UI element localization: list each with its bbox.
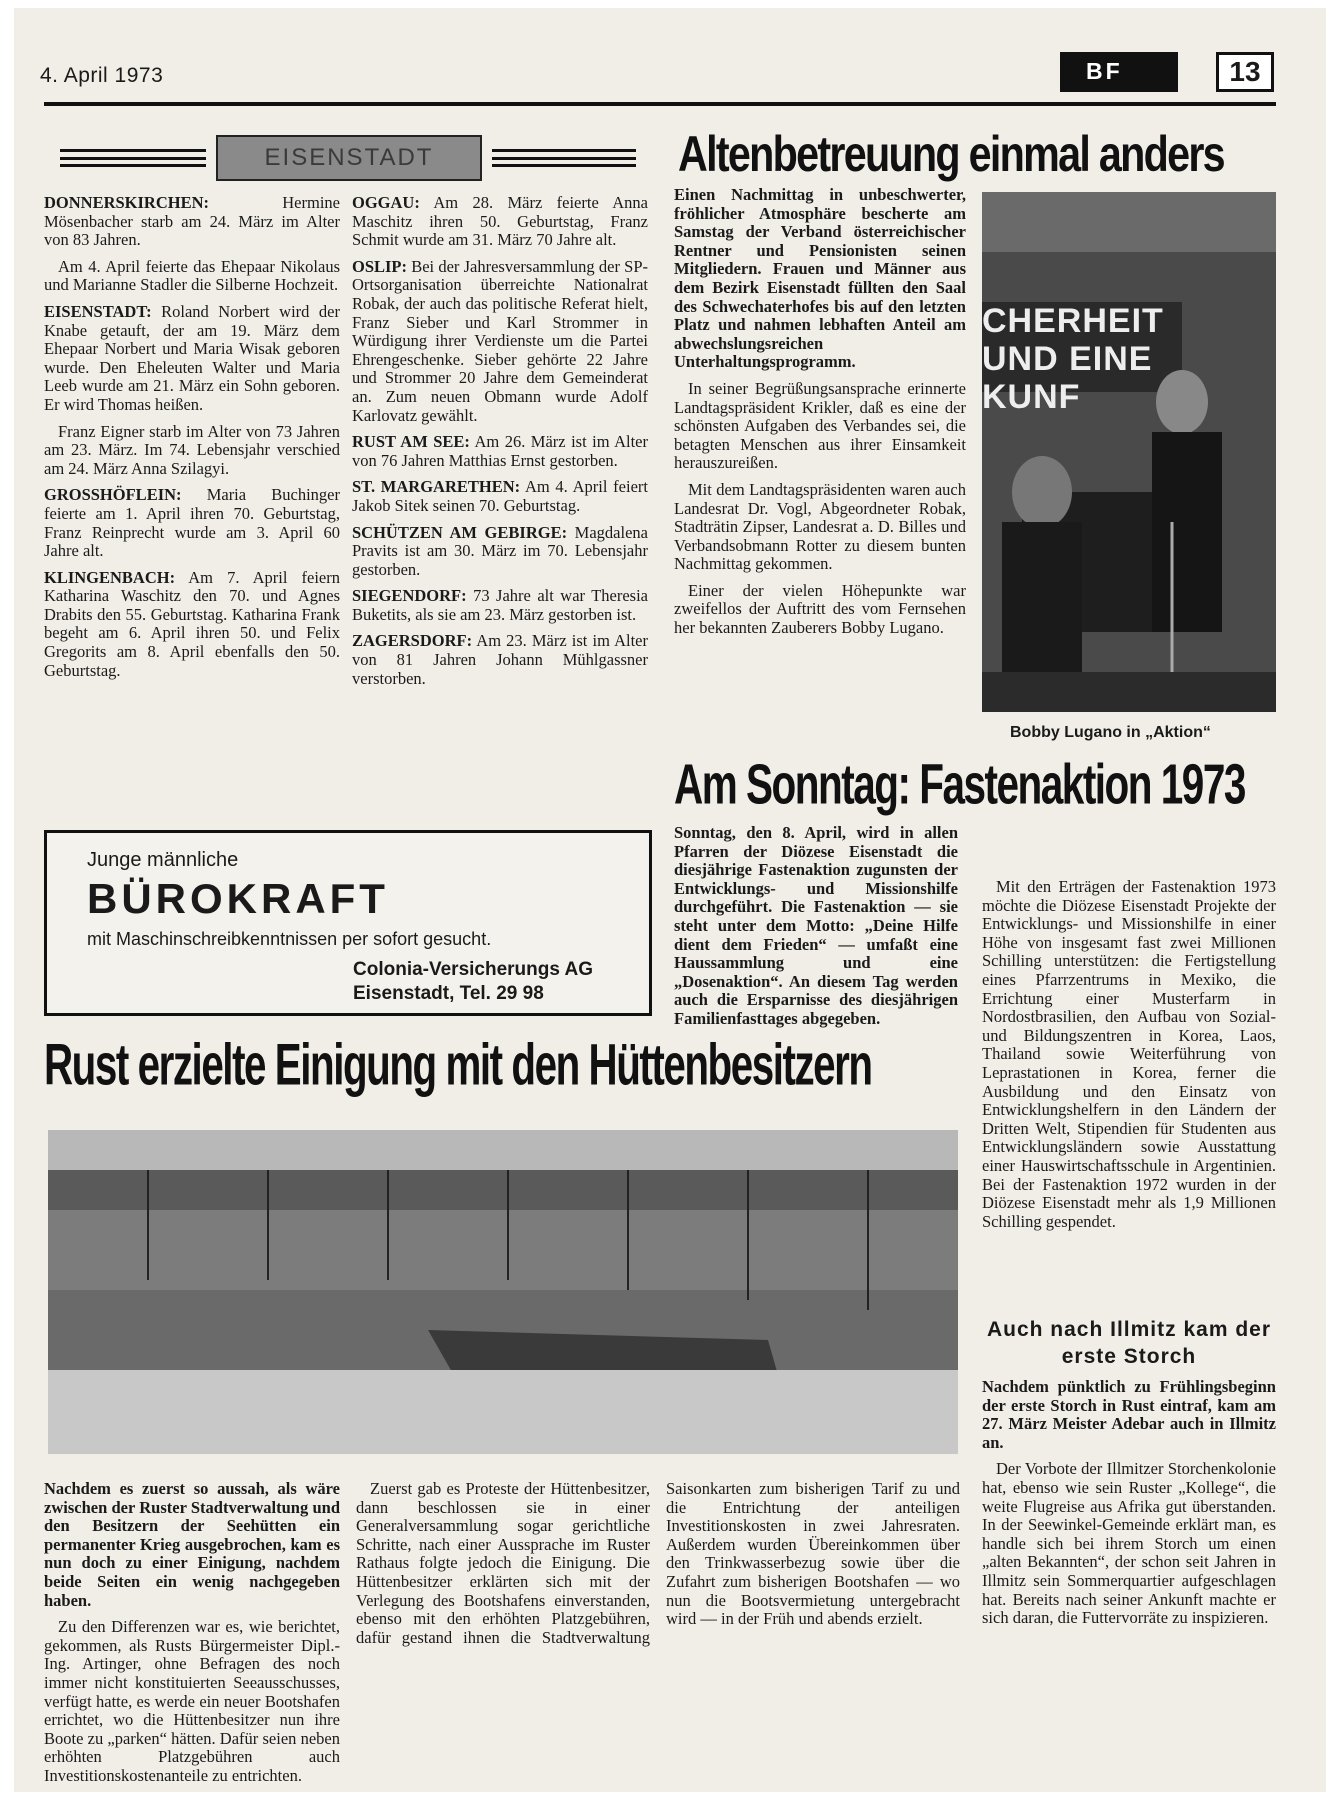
senior-article-body [674, 186, 966, 646]
local-news-placename: OGGAU: [352, 193, 420, 212]
local-news-item [44, 486, 340, 560]
local-news-item [352, 632, 648, 688]
local-news-item [352, 258, 648, 425]
local-news-placename: KLINGENBACH: [44, 567, 176, 587]
local-news-item [352, 478, 648, 515]
brand-label: BF [1086, 58, 1123, 84]
ad-line-1: Junge männliche [87, 849, 239, 871]
local-news-text: Am 4. April feiert Jakob Sitek seinen 70. Geburtstag. [352, 477, 648, 515]
local-news-item [352, 524, 648, 580]
fasten-article-body [982, 878, 1276, 1239]
local-news-text: Am 26. März ist im Alter von 76 Jahren Matthias Ernst gestorben. [352, 432, 648, 470]
local-news-text: Am 7. April feiern Katharina Waschitz den 70. und Agnes Drabits den 55. Geburtstag. Katharina Frank begeht am 6. April ihren 50. und Felix Gregorits am 8. April ebenfalls den 50. Geburtstag. [44, 567, 340, 680]
local-news-placename: EISENSTADT: [44, 301, 152, 321]
section-label: EISENSTADT [216, 135, 482, 181]
fasten-lead [674, 824, 958, 1037]
ad-title: BÜROKRAFT [87, 875, 389, 922]
senior-lead: Einen Nachmittag in unbeschwerter, fröhlicher Atmosphäre bescherte am Samstag der Verband österreichischer Rentner und Pensionisten seinen Mitgliedern. Frauen und Männer aus dem Bezirk Eisenstadt füllten den Saal des Schwechaterhofes bis auf den letzten Platz und nahmen lebhaften Anteil am abwechslungsreichen Unterhaltungsprogramm. [674, 185, 966, 372]
local-news-placename: RUST AM SEE: [352, 432, 470, 452]
ad-contact: Eisenstadt, Tel. 29 98 [353, 983, 544, 1004]
local-news-placename: DONNERSKIRCHEN: [44, 193, 210, 212]
local-news-item [44, 423, 340, 479]
storch-lead: Nachdem pünktlich zu Frühlingsbeginn der erste Storch in Rust eintraf, kam am 27. März Meister Adebar auch in Illmitz an. [982, 1377, 1276, 1452]
senior-paragraph: Mit dem Landtagspräsidenten waren auch Landesrat Dr. Vogl, Abgeordneter Robak, Stadträtin Zipser, Landesrat a. D. Billes und Verbandsobmann Rotter zu diesem bunten Nachmittag gekommen. [674, 479, 966, 574]
rust-paragraph: Zu den Differenzen war es, wie berichtet, gekommen, als Rusts Bürgermeister Dipl.-Ing. Artinger, ohne Befragen des noch immer nicht konstituierten Seeausschusses, verfügt hatte, es werde ein neuer Bootshafen errichtet, wo die Hüttenbesitzer nun ihre Boote zu „parken“ hätten. Dafür seien neben erhöhten Platzgebühren auch Investitionskostenanteile zu entrichten. [44, 1617, 340, 1785]
fasten-paragraph: Mit den Erträgen der Fastenaktion 1973 möchte die Diözese Eisenstadt Projekte der Entwicklungs- und Missionshilfe in einer Höhe von insgesamt fast zwei Millionen Schilling unterstützen: die Fertigstellung eines Pfarrzentrums in Mexiko, die Errichtung einer Musterfarm in Nordostbrasilien, den Aufbau von Sozial- und Bildungszentren in Korea, Laos, Thailand sowie Weiterführung von Leprastationen in Korea, ferner die Ausbildung und den Einsatz von Entwicklungshelfern in den Ländern der Dritten Welt, Stipendien für Studenten aus Entwicklungsländern sowie Ausstattung einer Hauswirtschaftsschule in Argentinien. Bei der Fastenaktion 1972 wurden in der Diözese Eisenstadt mehr als 1,9 Millionen Schilling gespendet. [982, 877, 1276, 1231]
issue-date: 4. April 1973 [40, 64, 164, 87]
local-news-item [352, 194, 648, 250]
section-ornament-right [492, 149, 636, 167]
senior-headline: Altenbetreuung einmal anders [678, 127, 1224, 183]
rust-lead: Nachdem es zuerst so aussah, als wäre zwischen der Ruster Stadtverwaltung und den Besitzern der Seehütten ein permanenter Krieg ausgebrochen, kam es nun doch zu einer Einigung, nachdem beide Seiten ein wenig nachgegeben haben. [44, 1479, 340, 1610]
local-news-item [44, 194, 340, 250]
local-news-text: Franz Eigner starb im Alter von 73 Jahren am 23. März. Im 74. Lebensjahr verschied am 24. März Anna Szilagyi. [44, 421, 340, 478]
rust-photo [48, 1130, 958, 1454]
local-news-item [352, 433, 648, 470]
page-number: 13 [1216, 52, 1274, 92]
local-news-text: Bei der Jahresversammlung der SP-Ortsorganisation überreichte Nationalrat Robak, der auch das politische Referat hielt, Franz Sieber und Karl Strommer in Würdigung ihrer Verdienste um die Partei Ehrengeschenke. Sieber gehörte 22 Jahre und Strommer 20 Jahre dem Gemeinderat an. Zum neuen Obmann wurde Adolf Karlovatz gewählt. [352, 256, 648, 425]
local-news-placename: ZAGERSDORF: [352, 631, 473, 651]
local-news-text: Roland Norbert wird der Knabe getauft, der am 19. März dem Ehepaar Norbert und Maria Wisak geboren wurde. Den Eheleuten Walter und Maria Leeb wurde am 21. März ein Sohn geboren. Er wird Thomas heißen. [44, 301, 340, 414]
local-news-placename: ST. MARGARETHEN: [352, 477, 521, 497]
rust-headline: Rust erzielte Einigung mit den Hüttenbesitzern [44, 1031, 872, 1098]
local-news-placename: SCHÜTZEN AM GEBIRGE: [352, 522, 568, 542]
senior-paragraph: In seiner Begrüßungsansprache erinnerte Landtagspräsident Krikler, daß es eine der schönsten Aufgaben des Verbandes sei, die betagten Menschen aus ihrer Einsamkeit herauszureißen. [674, 378, 966, 473]
brand-box [1060, 52, 1178, 92]
local-news-text: Am 28. März feierte Anna Maschitz ihren 50. Geburtstag, Franz Schmit wurde am 31. März 70 Jahre alt. [352, 193, 648, 250]
local-news-placename: SIEGENDORF: [352, 586, 467, 606]
local-news-placename: GROSSHÖFLEIN: [44, 485, 182, 505]
lake-huts-photo [48, 1130, 958, 1454]
local-news-item [44, 258, 340, 295]
local-news-text: Magdalena Pravits ist am 30. März im 70. Lebensjahr gestorben. [352, 522, 648, 579]
local-news-item [44, 569, 340, 681]
photo-banner-text: CHERHEIT UND EINE KUNF [982, 302, 1164, 416]
rust-column-1 [44, 1480, 340, 1794]
rust-column-2 [356, 1480, 960, 1647]
magician-stage-photo [982, 192, 1276, 712]
senior-photo-caption: Bobby Lugano in „Aktion“ [1010, 724, 1211, 741]
storch-paragraph: Der Vorbote der Illmitzer Storchenkolonie hat, ebenso wie sein Ruster „Kollege“, die weite Flugreise aus Afrika gut überstanden. In der Seewinkel-Gemeinde erklärt man, es handle sich bei ihrem Storch um einen „alten Bekannten“, der schon seit Jahren in Illmitz sein Sommerquartier aufgeschlagen hat. Bereits nach seiner Ankunft machte er sich daran, die Futtervorräte zu inspizieren. [982, 1459, 1276, 1628]
local-news-text: 73 Jahre alt war Theresia Buketits, als sie am 23. März gestorben ist. [352, 586, 648, 624]
local-news-item [352, 587, 648, 624]
ad-line-2: mit Maschinschreibkenntnissen per sofort gesucht. [87, 929, 492, 949]
header-rule [44, 102, 1276, 106]
local-news-column-1 [44, 194, 340, 688]
local-news-column-2 [352, 194, 648, 696]
local-news-text: Am 23. März ist im Alter von 81 Jahren Johann Mühlgassner verstorben. [352, 631, 648, 688]
fasten-headline: Am Sonntag: Fastenaktion 1973 [674, 753, 1245, 817]
local-news-text: Am 4. April feierte das Ehepaar Nikolaus und Marianne Stadler die Silberne Hochzeit. [44, 256, 340, 295]
local-news-item [44, 303, 340, 415]
local-news-text: Hermine Mösenbacher starb am 24. März im Alter von 83 Jahren. [44, 193, 340, 250]
ad-company: Colonia-Versicherungs AG [353, 959, 594, 980]
local-news-placename: OSLIP: [352, 256, 408, 276]
senior-paragraph: Einer der vielen Höhepunkte war zweifellos der Auftritt des vom Fernsehen her bekannten Zauberers Bobby Lugano. [674, 580, 966, 638]
rust-paragraph: Zuerst gab es Proteste der Hüttenbesitzer, dann beschlossen sie in einer Generalversammlung sogar gerichtliche Schritte, nach einer Aussprache im Ruster Rathaus folgte jedoch die Einigung. Die Hüttenbesitzer erklärten sich mit der Verlegung des Bootshafens einverstanden, ebenso mit den erhöhten Platzgebühren, dafür gestand ihnen die Stadtverwaltung Saisonkarten zum bisherigen Tarif zu und die Entrichtung der anteiligen Investitionskosten in zwei Jahresraten. Außerdem wurden Übereinkommen über den Trinkwasserbezug sowie über die Zufahrt zum bisherigen Bootshafen — wo nun die Bootsvermietung untergebracht wird — in der Früh und abends erzielt. [356, 1479, 960, 1647]
fasten-lead-text: Sonntag, den 8. April, wird in allen Pfarren der Diözese Eisenstadt die diesjährige Fastenaktion zugunsten der Entwicklungs- und Missionshilfe durchgeführt. Die Fastenaktion — sie steht unter dem Motto: „Deine Hilfe dient dem Frieden“ — umfaßt eine Haussammlung und eine „Dosenaktion“. An diesem Tag werden auch die Ersparnisse des diesjährigen Familienfasttages abgegeben. [674, 823, 958, 1028]
storch-article-body [982, 1378, 1276, 1636]
local-news-text: Maria Buchinger feierte am 1. April ihren 70. Geburtstag, Franz Reinprecht wurde am 3. April 60 Jahre alt. [44, 485, 340, 561]
storch-headline: Auch nach Illmitz kam der erste Storch [986, 1318, 1272, 1368]
senior-photo [982, 192, 1276, 712]
section-ornament-left [60, 149, 206, 167]
job-advertisement [44, 830, 652, 1016]
